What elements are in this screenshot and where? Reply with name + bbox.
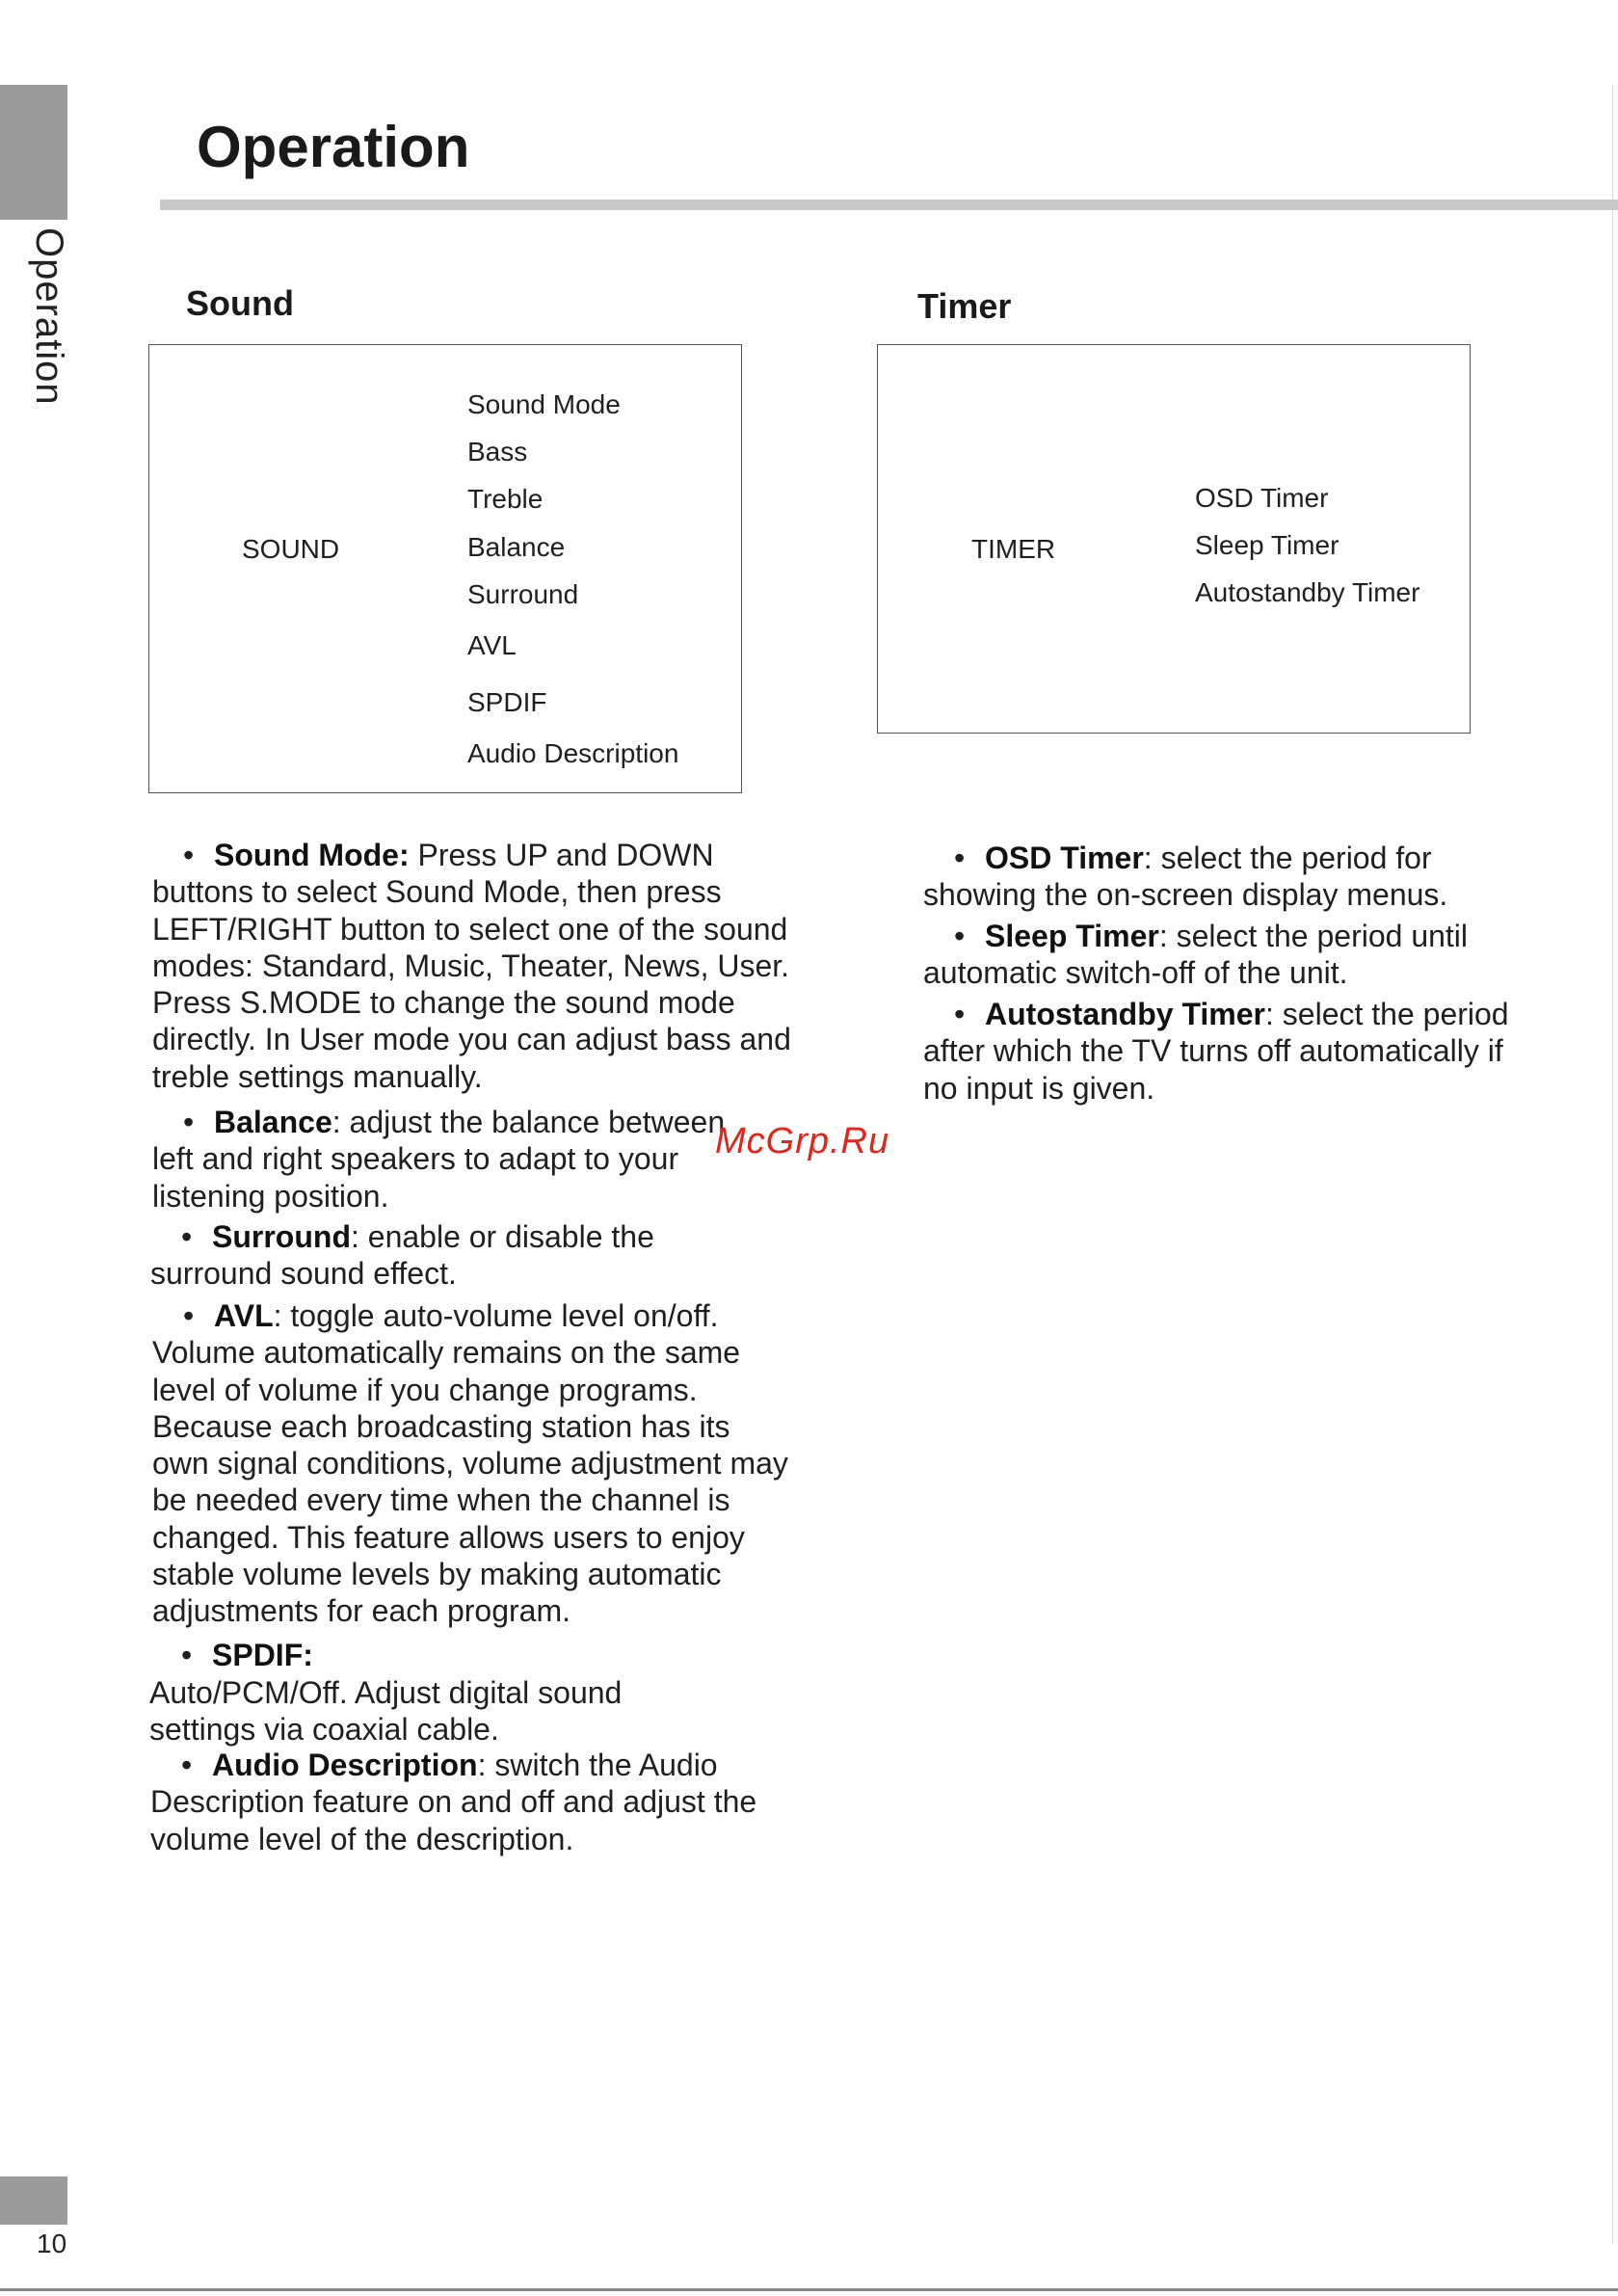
sound-menu-diagram [148,344,742,793]
timer-heading: Timer [917,286,1012,326]
sound-menu-item: Audio Description [467,738,679,768]
bottom-tab-marker [0,2176,67,2225]
watermark-text: McGrp.Ru [715,1121,890,1161]
side-tab-label: Operation [28,227,70,406]
balance-description: • Balance: adjust the balance between left and right speakers to adapt to your listening position. [152,1105,726,1214]
timer-menu-item: Autostandby Timer [1195,577,1420,607]
sound-menu-item: Bass [467,437,528,467]
page-edge-line [1612,85,1613,2244]
sound-menu-item: Surround [467,579,579,609]
bottom-rule [0,2288,1618,2291]
page-title: Operation [197,115,470,179]
side-tab-marker [0,85,67,220]
sound-menu-item: Treble [467,484,544,514]
sound-menu-item: SPDIF [467,687,547,717]
spdif-heading: • SPDIF: [181,1638,313,1672]
sound-heading: Sound [186,283,294,323]
title-rule [160,200,1618,210]
autostandby-timer-description: • Autostandby Timer: select the period after which the TV turns off automatically if no input is given. [923,997,1509,1106]
spdif-description: Auto/PCM/Off. Adjust digital sound settings via coaxial cable. [149,1675,623,1748]
page-number: 10 [37,2229,67,2258]
timer-menu-item: Sleep Timer [1195,530,1339,560]
timer-menu-item: OSD Timer [1195,483,1329,513]
sound-menu-item: Sound Mode [467,389,621,419]
sleep-timer-description: • Sleep Timer: select the period until automatic switch-off of the unit. [923,919,1469,991]
sound-menu-item: Balance [467,532,566,562]
timer-menu-diagram [877,344,1471,734]
audio-description-description: • Audio Description: switch the Audio Description feature on and off and adjust the volume level of the description. [150,1748,757,1856]
sound-mode-description: • Sound Mode: Press UP and DOWN buttons to select Sound Mode, then press LEFT/RIGHT button to select one of the sound modes: Standard, Music, Theater, News, User. Press S.MODE to change the sound mode directly. In User mode you can adjust bass and treble settings manually. [152,838,791,1094]
timer-menu-root: TIMER [971,534,1056,564]
osd-timer-description: • OSD Timer: select the period for showing the on-screen display menus. [923,841,1448,913]
surround-description: • Surround: enable or disable the surround sound effect. [150,1219,654,1292]
sound-menu-root: SOUND [242,534,340,564]
avl-description: • AVL: toggle auto-volume level on/off. Volume automatically remains on the same level of volume if you change programs. Because each broadcasting station has its own signal conditions, volume adjustment may be needed every time when the channel is changed. This feature allows users to enjoy stable volume levels by making automatic adjustments for each program. [152,1298,788,1629]
sound-menu-item: AVL [467,630,517,660]
